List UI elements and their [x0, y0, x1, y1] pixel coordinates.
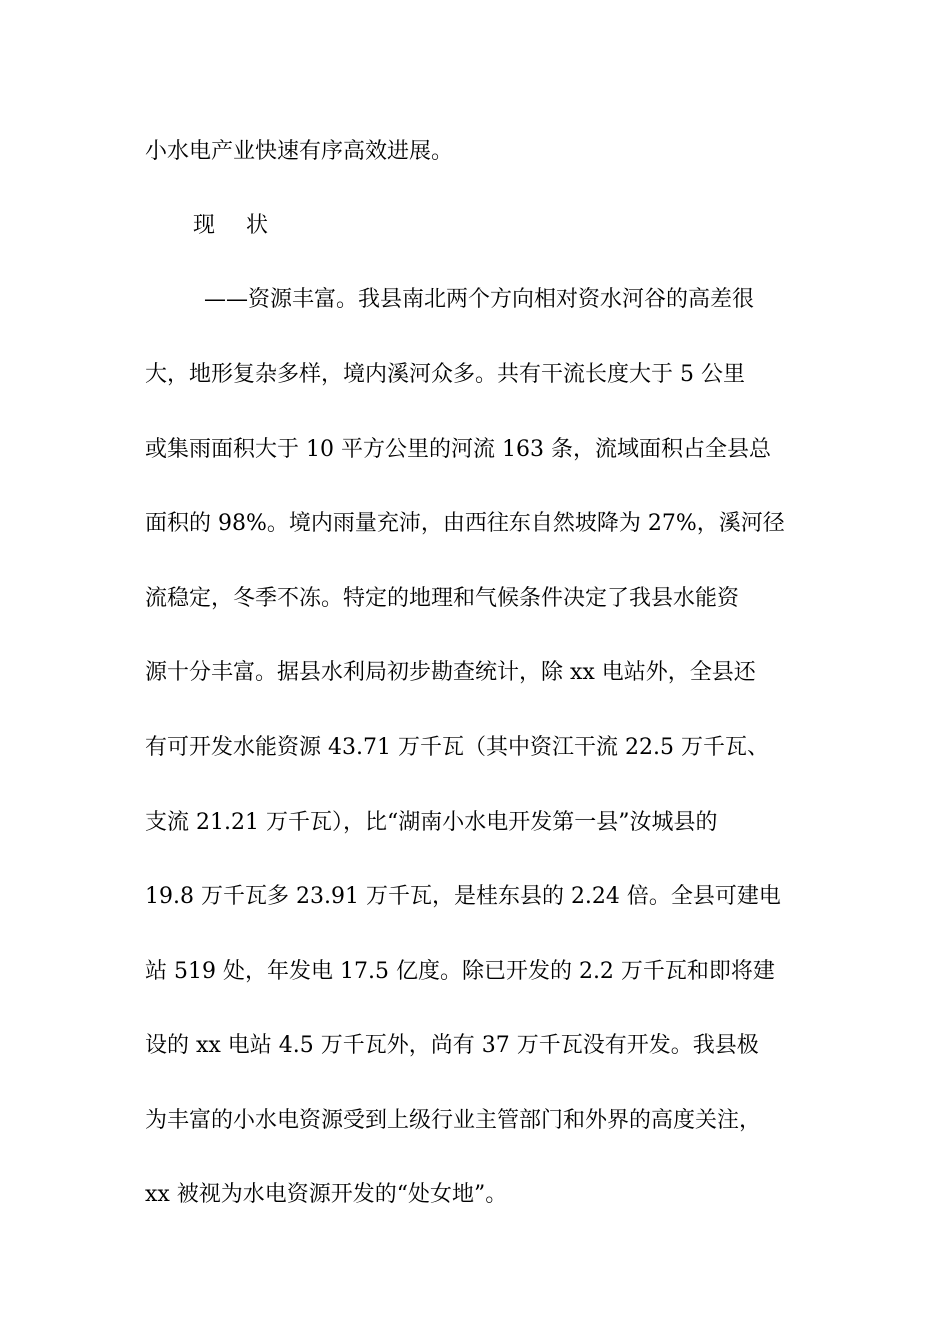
- paragraph-line: 站 519 处，年发电 17.5 亿度。除已开发的 2.2 万千瓦和即将建: [145, 959, 775, 984]
- continuation-line: 小水电产业快速有序高效进展。: [145, 139, 454, 164]
- paragraph-line: 19.8 万千瓦多 23.91 万千瓦，是桂东县的 2.24 倍。全县可建电: [145, 884, 781, 909]
- paragraph-line: 有可开发水能资源 43.71 万千瓦（其中资江干流 22.5 万千瓦、: [145, 735, 769, 760]
- paragraph-line: ——资源丰富。我县南北两个方向相对资水河谷的高差很: [204, 287, 755, 312]
- paragraph-line: 为丰富的小水电资源受到上级行业主管部门和外界的高度关注，: [145, 1108, 762, 1133]
- paragraph-line: xx 被视为水电资源开发的“处女地”。: [145, 1182, 508, 1207]
- paragraph-line: 面积的 98%。境内雨量充沛，由西往东自然坡降为 27%，溪河径: [145, 511, 785, 536]
- paragraph-line: 或集雨面积大于 10 平方公里的河流 163 条，流域面积占全县总: [145, 437, 771, 462]
- paragraph-line: 支流 21.21 万千瓦），比“湖南小水电开发第一县”汝城县的: [145, 810, 718, 835]
- paragraph-line: 设的 xx 电站 4.5 万千瓦外，尚有 37 万千瓦没有开发。我县极: [145, 1033, 759, 1058]
- paragraph-line: 源十分丰富。据县水利局初步勘查统计，除 xx 电站外，全县还: [145, 660, 756, 685]
- paragraph-line: 大，地形复杂多样，境内溪河众多。共有干流长度大于 5 公里: [145, 362, 745, 387]
- section-heading: 现 状: [193, 213, 280, 238]
- paragraph-line: 流稳定，冬季不冻。特定的地理和气候条件决定了我县水能资: [145, 586, 740, 611]
